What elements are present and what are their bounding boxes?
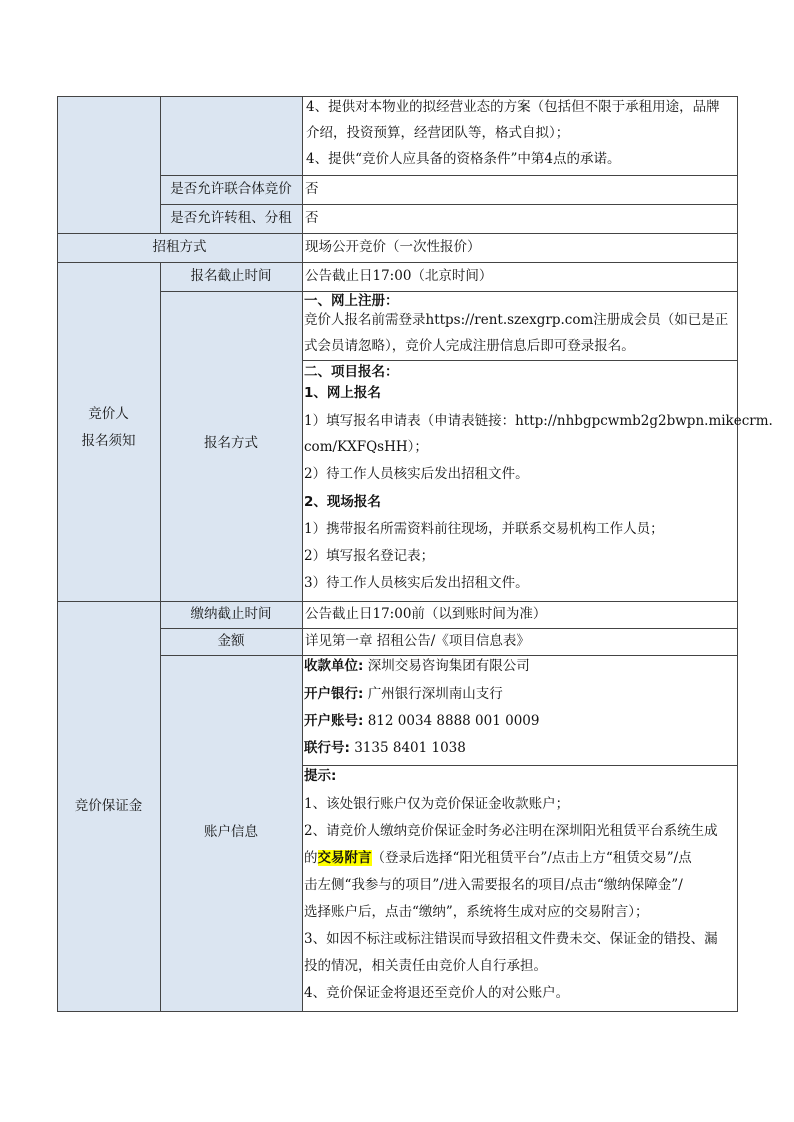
- grid-line: [57, 96, 58, 1011]
- deposit-section-title: 竞价保证金: [74, 798, 143, 814]
- online-apply-title: 1、网上报名: [304, 385, 381, 401]
- deposit-deadline-value: 公告截止日17:00前（以到账时间为准）: [305, 606, 547, 622]
- grid-line: [57, 233, 737, 234]
- reg-method-label: 报名方式: [204, 435, 258, 451]
- grid-line: [57, 1011, 738, 1012]
- registration-section-title: 报名须知: [81, 433, 136, 449]
- account-no-label: 开户账号:: [304, 713, 364, 729]
- grid-line: [160, 655, 737, 656]
- grid-line: [57, 262, 737, 263]
- onsite-apply-step: 1）携带报名所需资料前往现场，并联系交易机构工作人员；: [304, 521, 664, 537]
- onsite-apply-step: 2）填写报名登记表；: [304, 548, 435, 564]
- grid-line: [160, 291, 737, 292]
- grid-line: [302, 96, 303, 1011]
- account-no-row: [304, 712, 539, 730]
- project-register-title: 二、项目报名：: [304, 364, 399, 380]
- rent-method-value: 现场公开竞价（一次性报价）: [305, 239, 481, 255]
- online-apply-step: 1）填写报名申请表（申请表链接：http://nhbgpcwmb2g2bwpn.mikecrm.: [304, 413, 773, 429]
- tip-line: 1、该处银行账户仅为竞价保证金收款账户；: [304, 796, 570, 812]
- onsite-apply-step: 3）待工作人员核实后发出招租文件。: [304, 575, 529, 591]
- online-register-title: 一、网上注册：: [304, 293, 399, 309]
- amount-value: 详见第一章 招租公告/《项目信息表》: [305, 633, 530, 649]
- amount-label: 金额: [217, 633, 245, 649]
- joint-bid-value: 否: [305, 181, 319, 197]
- union-no-row: [304, 739, 466, 757]
- union-no-label: 联行号:: [304, 740, 350, 756]
- grid-line: [57, 96, 737, 97]
- grid-line: [302, 765, 737, 766]
- tip-line: 4、竞价保证金将退还至竞价人的对公账户。: [304, 985, 570, 1001]
- top-subtitle-cell: [160, 96, 302, 175]
- account-no-value: 812 0034 8888 001 0009: [367, 713, 540, 729]
- highlighted-term: 交易附言: [317, 850, 372, 866]
- tip-line: 3、如因不标注或标注错误而导致招租文件费未交、保证金的错投、漏: [304, 931, 718, 947]
- grid-line: [160, 175, 737, 176]
- payee-value: 深圳交易咨询集团有限公司: [367, 658, 530, 674]
- top-group-cell: [57, 96, 160, 233]
- joint-bid-label: 是否允许联合体竞价: [170, 181, 292, 197]
- online-register-text: 竞价人报名前需登录https://rent.szexgrp.com注册成会员（如已是正: [304, 312, 729, 328]
- requirement-line: 介绍，投资预算，经营团队等，格式自拟）；: [306, 125, 570, 141]
- online-apply-step: com/KXFQsHH）；: [304, 439, 428, 455]
- tip-line: [304, 849, 692, 867]
- bank-row: [304, 685, 503, 703]
- tip-line: 2、请竞价人缴纳竞价保证金时务必注明在深圳阳光租赁平台系统生成: [304, 823, 718, 839]
- rent-method-label: 招租方式: [152, 239, 207, 255]
- tip-line: 击左侧“我参与的项目”/进入需要报名的项目/点击“缴纳保障金”/: [304, 877, 683, 893]
- reg-deadline-label: 报名截止时间: [190, 268, 272, 284]
- reg-deadline-value: 公告截止日17:00（北京时间）: [305, 268, 493, 284]
- bank-label: 开户银行:: [304, 686, 364, 702]
- bank-value: 广州银行深圳南山支行: [367, 686, 503, 702]
- tip-text: （登录后选择“阳光租赁平台”/点击上方“租赁交易”/点: [371, 850, 692, 866]
- account-label: 账户信息: [204, 824, 258, 840]
- registration-section-title: 竞价人: [88, 406, 129, 422]
- requirement-line: 4、提供“竞价人应具备的资格条件”中第4点的承诺。: [306, 151, 621, 167]
- grid-line: [737, 96, 738, 1011]
- sublease-label: 是否允许转租、分租: [170, 210, 292, 226]
- online-register-text: 式会员请忽略），竞价人完成注册信息后即可登录报名。: [304, 338, 635, 354]
- payee-label: 收款单位:: [304, 658, 364, 674]
- tip-line: 投的情况，相关责任由竞价人自行承担。: [304, 958, 547, 974]
- onsite-apply-title: 2、现场报名: [304, 494, 381, 510]
- tips-title: 提示:: [304, 768, 337, 784]
- grid-line: [57, 601, 737, 602]
- deposit-deadline-label: 缴纳截止时间: [190, 606, 272, 622]
- tip-text: 的: [304, 850, 318, 866]
- grid-line: [160, 204, 737, 205]
- grid-line: [160, 628, 737, 629]
- union-no-value: 3135 8401 1038: [354, 740, 466, 756]
- tip-line: 选择账户后，点击“缴纳”，系统将生成对应的交易附言）；: [304, 904, 649, 920]
- requirement-line: 4、提供对本物业的拟经营业态的方案（包括但不限于承租用途，品牌: [306, 99, 720, 115]
- grid-line: [302, 360, 737, 361]
- online-apply-step: 2）待工作人员核实后发出招租文件。: [304, 466, 529, 482]
- sublease-value: 否: [305, 210, 319, 226]
- payee-row: [304, 657, 530, 675]
